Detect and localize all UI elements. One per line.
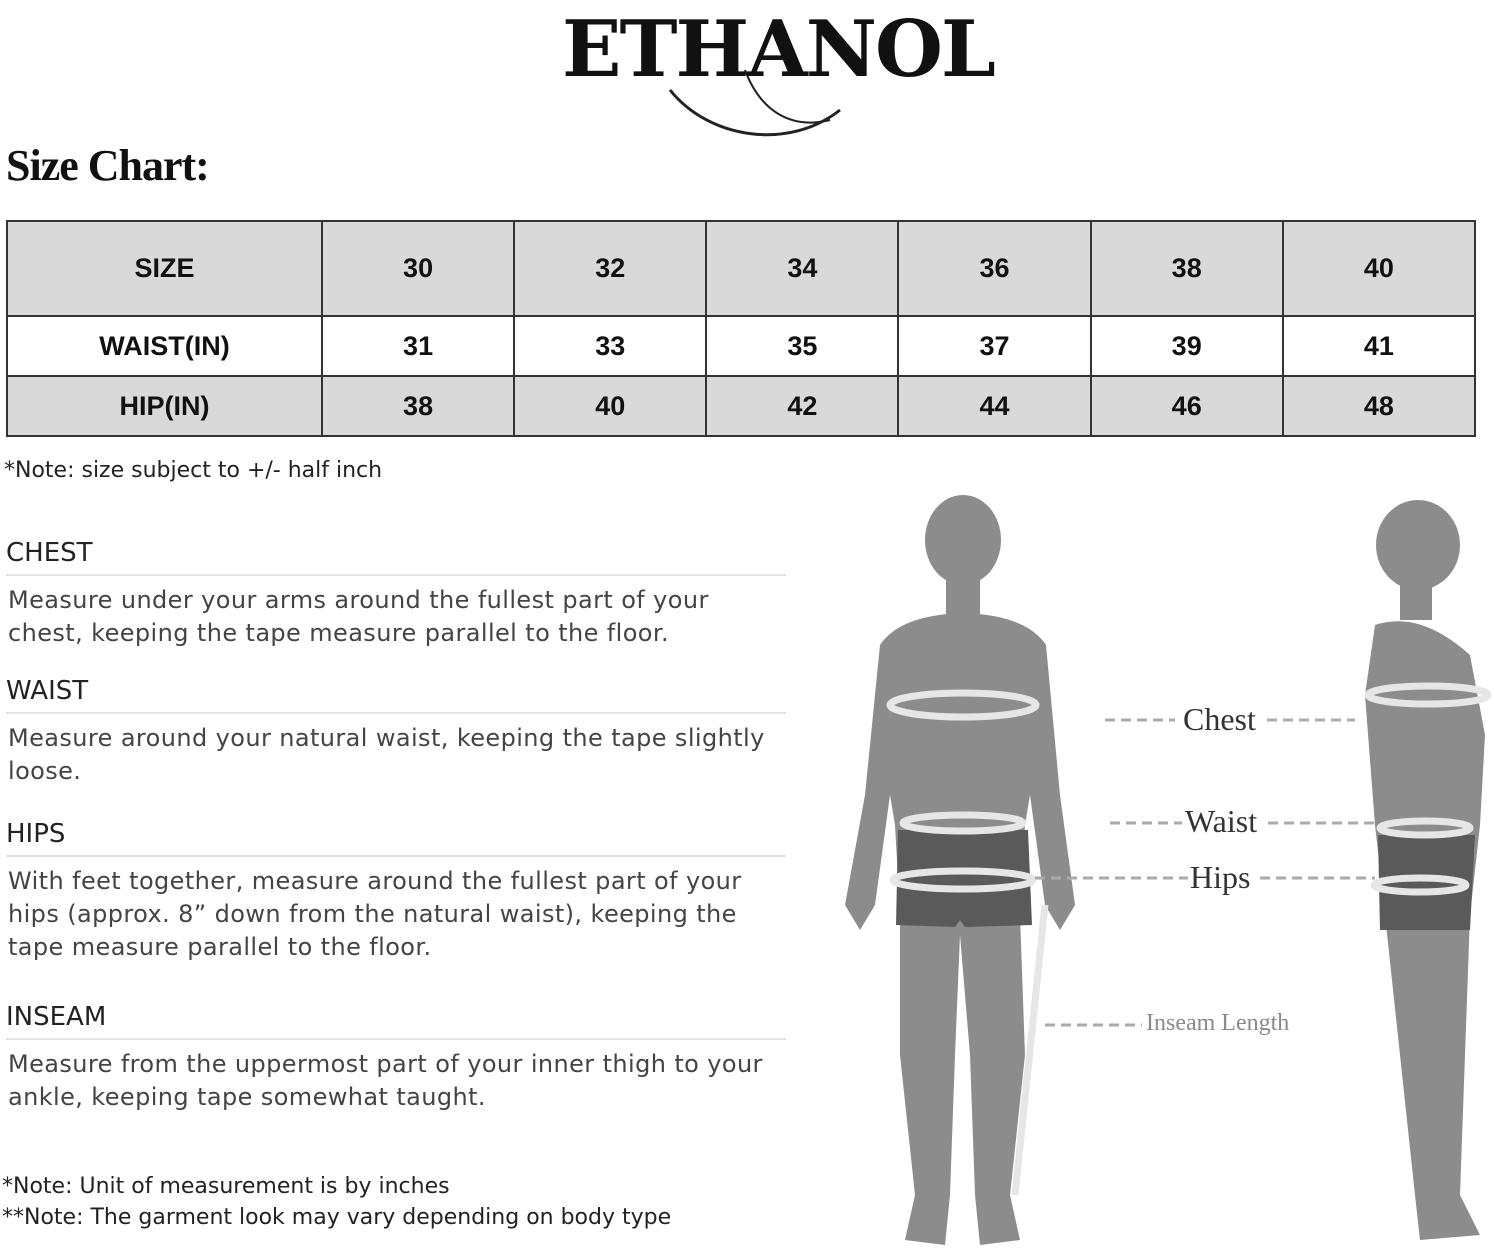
label-inseam: Inseam Length xyxy=(1146,1010,1290,1036)
size-table xyxy=(6,220,1476,437)
row-label: HIP(IN) xyxy=(7,376,322,436)
guide-waist xyxy=(6,676,786,788)
table-cell: 41 xyxy=(1283,316,1475,376)
guide-text: Measure under your arms around the fullest part of your chest, keeping the tape measure parallel to the floor. xyxy=(8,586,709,647)
front-shorts xyxy=(896,830,1032,927)
table-cell: 37 xyxy=(898,316,1090,376)
guide-text: Measure from the uppermost part of your inner thigh to your ankle, keeping tape somewhat taught. xyxy=(8,1050,763,1111)
table-cell: 31 xyxy=(322,316,514,376)
brand-logo-text: ETHANOL xyxy=(562,4,994,95)
body-silhouettes xyxy=(820,495,1494,1252)
table-cell: 40 xyxy=(1283,221,1475,316)
guide-text: With feet together, measure around the fullest part of your hips (approx. 8” down from the natural waist), keeping the tape measure parallel to the floor. xyxy=(8,867,742,961)
table-cell: 35 xyxy=(706,316,898,376)
label-waist: Waist xyxy=(1185,803,1258,839)
guide-inseam xyxy=(6,1002,786,1114)
table-cell: 38 xyxy=(1091,221,1283,316)
table-cell: 46 xyxy=(1091,376,1283,436)
table-row-waist xyxy=(7,316,1475,376)
guide-title: INSEAM xyxy=(6,1002,786,1040)
guide-title: CHEST xyxy=(6,538,786,576)
table-cell: 38 xyxy=(322,376,514,436)
table-cell: 34 xyxy=(706,221,898,316)
label-chest: Chest xyxy=(1183,701,1256,737)
label-hips: Hips xyxy=(1190,859,1251,895)
brand-logo xyxy=(540,0,994,140)
table-row-size xyxy=(7,221,1475,316)
guide-chest xyxy=(6,538,786,650)
table-cell: 32 xyxy=(514,221,706,316)
row-label: SIZE xyxy=(7,221,322,316)
page-title: Size Chart: xyxy=(6,141,209,190)
row-label: WAIST(IN) xyxy=(7,316,322,376)
table-cell: 44 xyxy=(898,376,1090,436)
table-cell: 40 xyxy=(514,376,706,436)
guide-title: WAIST xyxy=(6,676,786,714)
guide-text: Measure around your natural waist, keeping the tape slightly loose. xyxy=(8,724,765,785)
note-tolerance: *Note: size subject to +/- half inch xyxy=(4,458,383,483)
table-cell: 39 xyxy=(1091,316,1283,376)
table-row-hip xyxy=(7,376,1475,436)
table-cell: 42 xyxy=(706,376,898,436)
table-cell: 30 xyxy=(322,221,514,316)
table-cell: 33 xyxy=(514,316,706,376)
body-measurement-figure xyxy=(820,495,1494,1252)
note-garment: **Note: The garment look may vary depending on body type xyxy=(2,1205,672,1230)
note-unit: *Note: Unit of measurement is by inches xyxy=(2,1174,450,1199)
table-cell: 48 xyxy=(1283,376,1475,436)
table-cell: 36 xyxy=(898,221,1090,316)
guide-hips xyxy=(6,819,786,964)
guide-title: HIPS xyxy=(6,819,786,857)
